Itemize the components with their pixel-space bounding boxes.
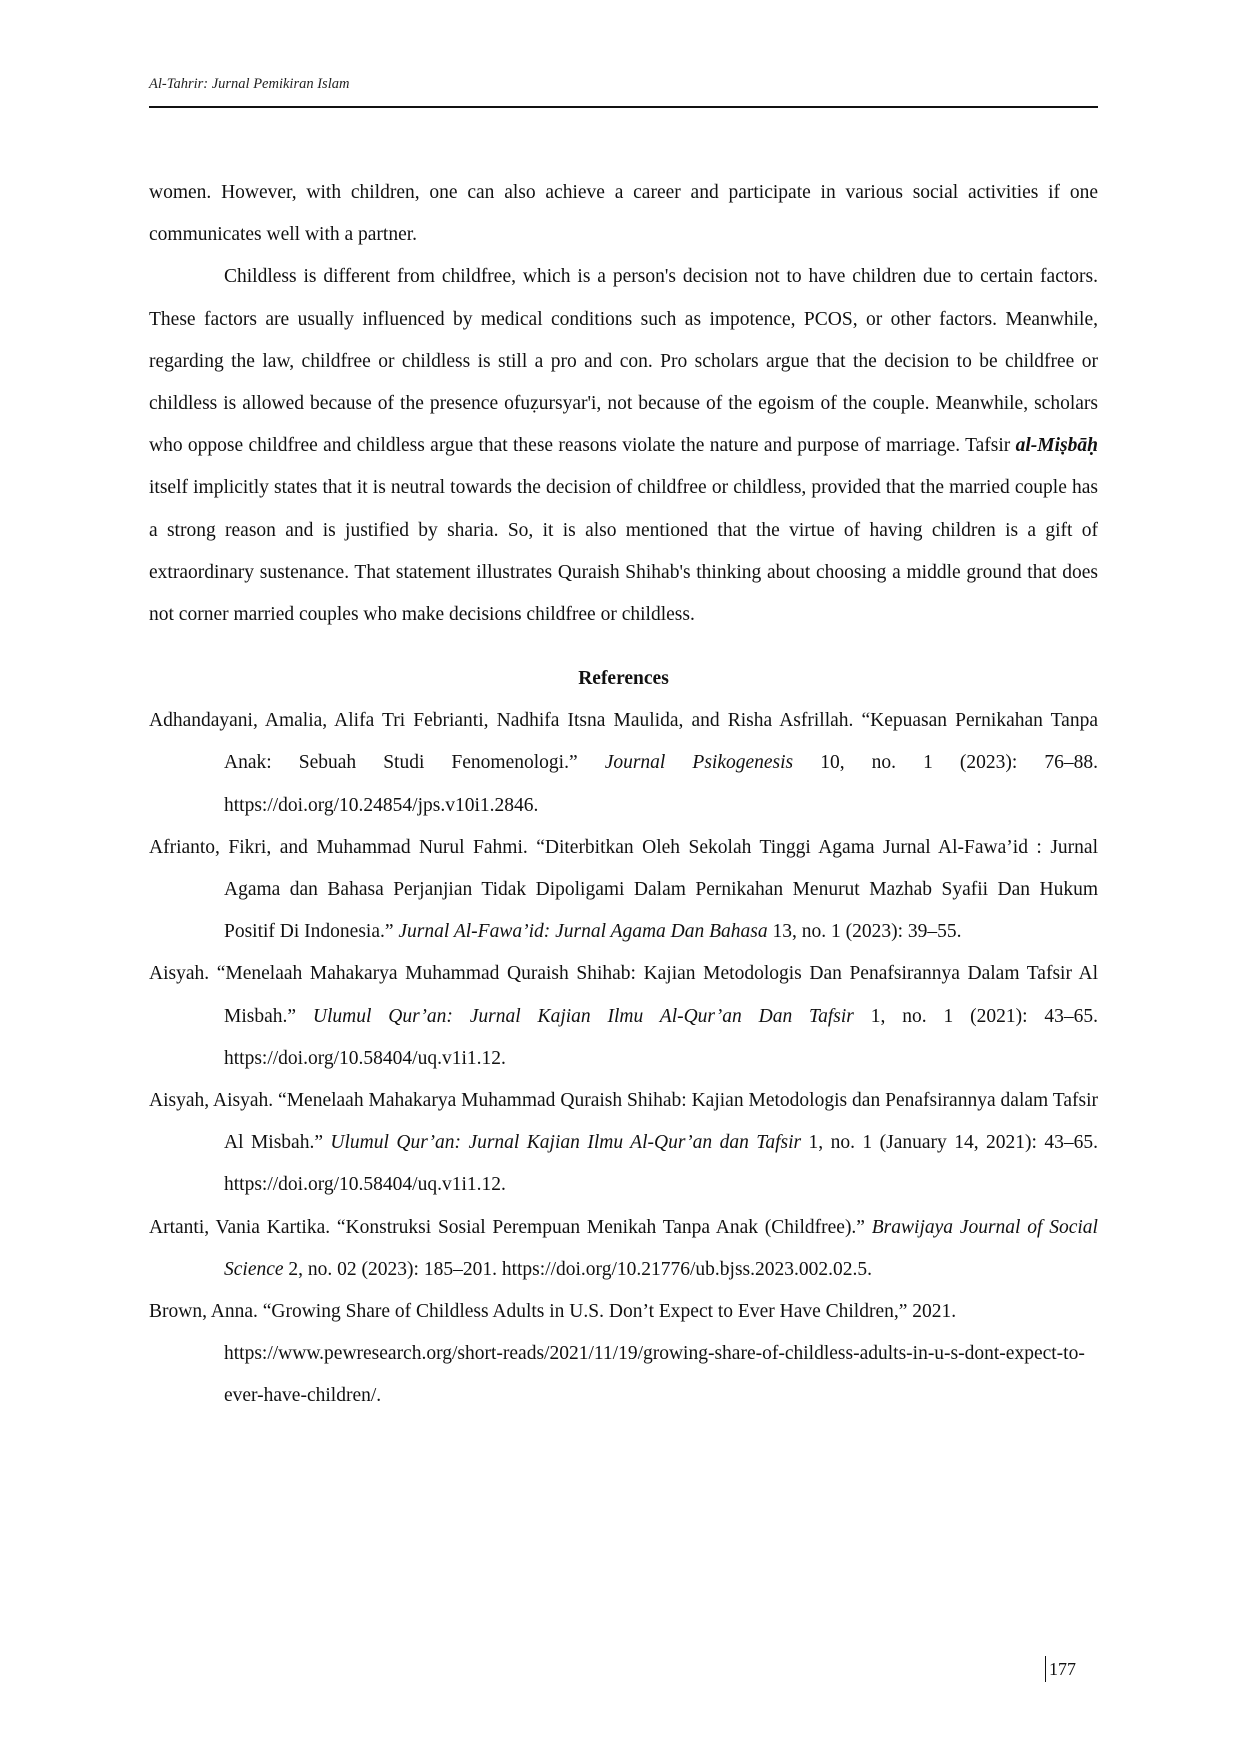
paragraph-2 [149, 256, 1098, 636]
reference-journal: Jurnal Al-Fawa’id: Jurnal Agama Dan Bahasa [398, 921, 768, 943]
reference-text: 1, no. 1 (January 14, 2021): 43–65. https://doi.org/10.58404/uq.v1i1.12. [224, 1132, 1098, 1196]
reference-text: Aisyah. “Menelaah Mahakarya Muhammad Quraish Shihab: Kajian Metodologis Dan Penafsirannya Dalam Tafsir Al Misbah.” [149, 963, 1098, 1027]
page-number: 177 [1045, 1656, 1076, 1682]
reference-text: Brown, Anna. “Growing Share of Childless Adults in U.S. Don’t Expect to Ever Have Children,” 2021. https://www.pewresearch.org/short-reads/2021/11/19/growing-share-of-childless-adults-in-u-s-dont-expect-to-ever-have-children/. [149, 1301, 1085, 1407]
reference-journal: Brawijaya Journal of Social Science [224, 1216, 1098, 1280]
reference-item [149, 953, 1098, 1080]
reference-text: Artanti, Vania Kartika. “Konstruksi Sosial Perempuan Menikah Tanpa Anak (Childfree).” [149, 1216, 872, 1238]
reference-item [149, 827, 1098, 954]
reference-text: 13, no. 1 (2023): 39–55. [767, 921, 962, 943]
reference-journal: Ulumul Qur’an: Jurnal Kajian Ilmu Al-Qur’an Dan Tafsir [312, 1005, 854, 1027]
references-list [149, 700, 1098, 1417]
running-header: Al-Tahrir: Jurnal Pemikiran Islam [149, 76, 350, 92]
reference-journal: Journal Psikogenesis [604, 752, 794, 774]
paragraph-text: Childless is different from childfree, which is a person's decision not to have children due to certain factors. These factors are usually influenced by medical conditions such as impotence, PCOS, or other factors. Meanwhile, regarding the law, childfree or childless is still a pro and con. Pro scholars argue that the decision to be childfree or childless is allowed because of the presence ofuẓursyar'i, not because of the egoism of the couple. Meanwhile, scholars who oppose childfree and childless argue that these reasons violate the nature and purpose of marriage. Tafsir [149, 266, 1098, 457]
paragraph-text: itself implicitly states that it is neutral towards the decision of childfree or childless, provided that the married couple has a strong reason and is justified by sharia. So, it is also mentioned that the virtue of having children is a gift of extraordinary sustenance. That statement illustrates Quraish Shihab's thinking about choosing a middle ground that does not corner married couples who make decisions childfree or childless. [149, 477, 1098, 626]
italic-term: al-Miṣbāḥ [1015, 435, 1098, 457]
reference-text: Afrianto, Fikri, and Muhammad Nurul Fahmi. “Diterbitkan Oleh Sekolah Tinggi Agama Jurnal Al-Fawa’id : Jurnal Agama dan Bahasa Perjanjian Tidak Dipoligami Dalam Pernikahan Menurut Mazhab Syafii Dan Hukum Positif Di Indonesia.” [149, 836, 1098, 943]
reference-text: 1, no. 1 (2021): 43–65. https://doi.org/10.58404/uq.v1i1.12. [224, 1005, 1099, 1069]
reference-text: Adhandayani, Amalia, Alifa Tri Febrianti, Nadhifa Itsna Maulida, and Risha Asfrillah. “Kepuasan Pernikahan Tanpa Anak: Sebuah Studi Fenomenologi.” [149, 710, 1098, 774]
page-body [149, 172, 1098, 1418]
reference-item [149, 700, 1098, 827]
reference-item [149, 1291, 1098, 1418]
reference-item [149, 1207, 1098, 1291]
header-rule [149, 106, 1098, 108]
reference-item [149, 1080, 1098, 1207]
reference-journal: Ulumul Qur’an: Jurnal Kajian Ilmu Al-Qur’an dan Tafsir [330, 1132, 802, 1154]
references-heading: References [578, 668, 669, 690]
reference-text: Aisyah, Aisyah. “Menelaah Mahakarya Muhammad Quraish Shihab: Kajian Metodologis dan Penafsirannya dalam Tafsir Al Misbah.” [149, 1090, 1098, 1154]
reference-text: 10, no. 1 (2023): 76–88. https://doi.org/10.24854/jps.v10i1.2846. [224, 752, 1099, 816]
paragraph-1: women. However, with children, one can also achieve a career and participate in various social activities if one communicates well with a partner. [149, 182, 1098, 246]
reference-text: 2, no. 02 (2023): 185–201. https://doi.org/10.21776/ub.bjss.2023.002.02.5. [283, 1258, 872, 1280]
